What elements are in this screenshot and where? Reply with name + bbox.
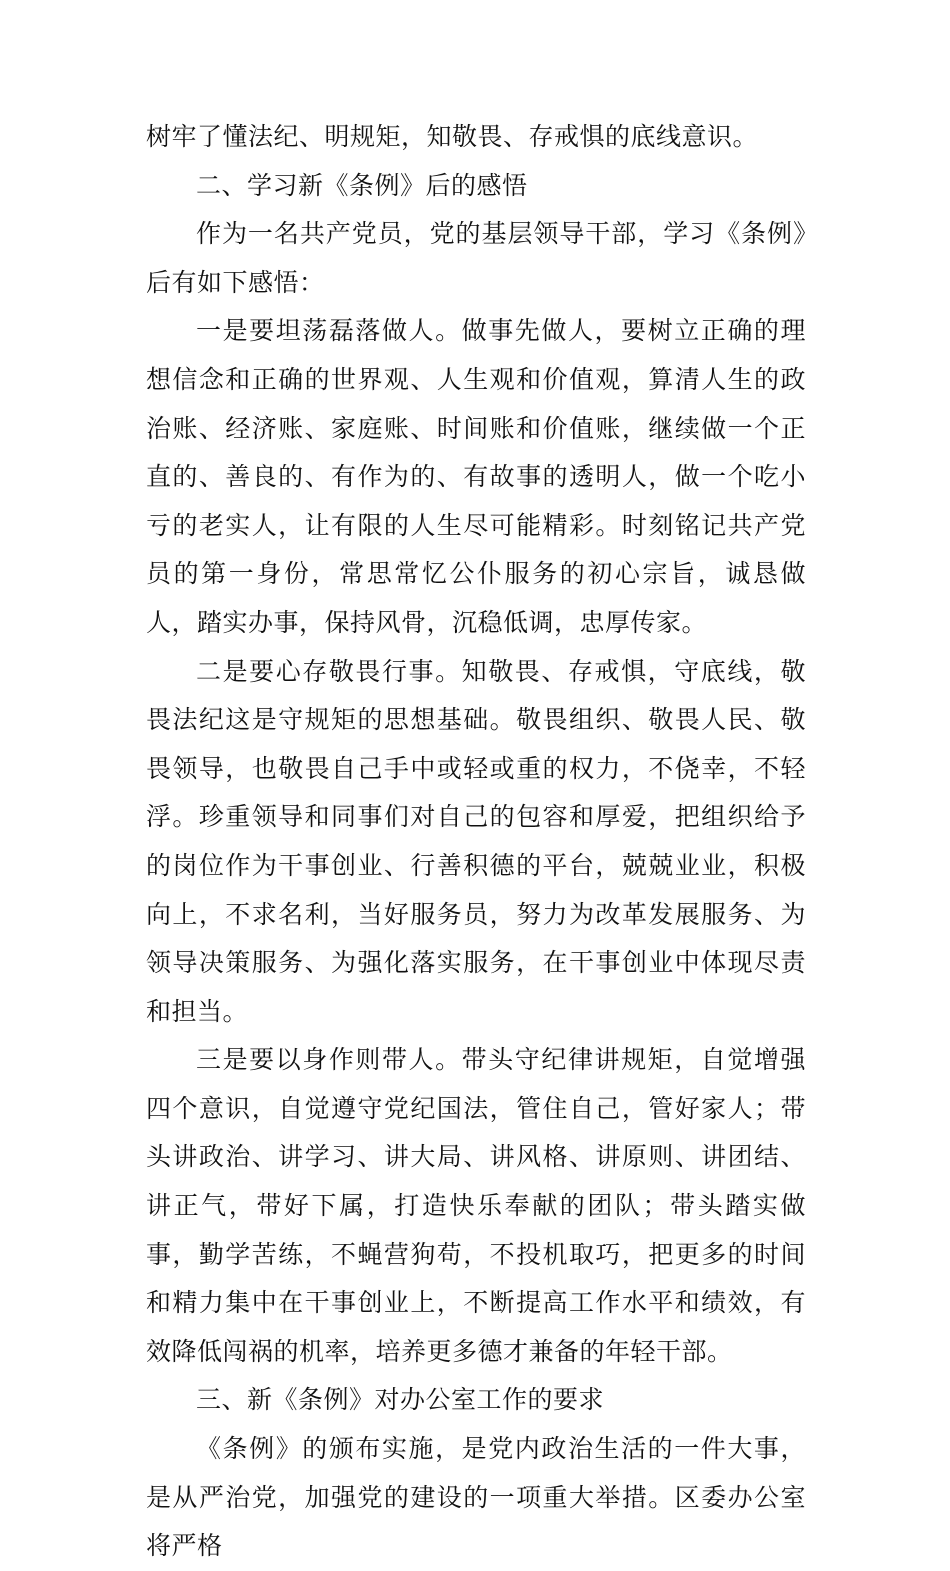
document-body xyxy=(146,113,806,1571)
section-heading-2: 二、学习新《条例》后的感悟 xyxy=(196,170,528,200)
section-heading-3: 三、新《条例》对办公室工作的要求 xyxy=(196,1385,605,1415)
paragraph-section-3-intro: 《条例》的颁布实施，是党内政治生活的一件大事，是从严治党，加强党的建设的一项重大举措。区委办公室将严格 xyxy=(146,1434,806,1561)
paragraph-point-2: 二是要心存敬畏行事。知敬畏、存戒惧，守底线，敬畏法纪这是守规矩的思想基础。敬畏组织、敬畏人民、敬畏领导，也敬畏自己手中或轻或重的权力，不侥幸，不轻浮。珍重领导和同事们对自己的包容和厚爱，把组织给予的岗位作为干事创业、行善积德的平台，兢兢业业，积极向上，不求名利，当好服务员，努力为改革发展服务、为领导决策服务、为强化落实服务，在干事创业中体现尽责和担当。 xyxy=(146,656,806,1026)
paragraph-continuation: 树牢了懂法纪、明规矩，知敬畏、存戒惧的底线意识。 xyxy=(146,122,759,151)
paragraph-point-3: 三是要以身作则带人。带头守纪律讲规矩，自觉增强四个意识，自觉遵守党纪国法，管住自己，管好家人；带头讲政治、讲学习、讲大局、讲风格、讲原则、讲团结、讲正气，带好下属，打造快乐奉献的团队；带头踏实做事，勤学苦练，不蝇营狗苟，不投机取巧，把更多的时间和精力集中在干事创业上，不断提高工作水平和绩效，有效降低闯祸的机率，培养更多德才兼备的年轻干部。 xyxy=(146,1045,806,1366)
paragraph-point-1: 一是要坦荡磊落做人。做事先做人，要树立正确的理想信念和正确的世界观、人生观和价值观，算清人生的政治账、经济账、家庭账、时间账和价值账，继续做一个正直的、善良的、有作为的、有故事的透明人，做一个吃小亏的老实人，让有限的人生尽可能精彩。时刻铭记共产党员的第一身份，常思常忆公仆服务的初心宗旨，诚恳做人，踏实办事，保持风骨，沉稳低调，忠厚传家。 xyxy=(146,316,806,637)
paragraph-intro: 作为一名共产党员，党的基层领导干部，学习《条例》后有如下感悟： xyxy=(146,219,806,297)
